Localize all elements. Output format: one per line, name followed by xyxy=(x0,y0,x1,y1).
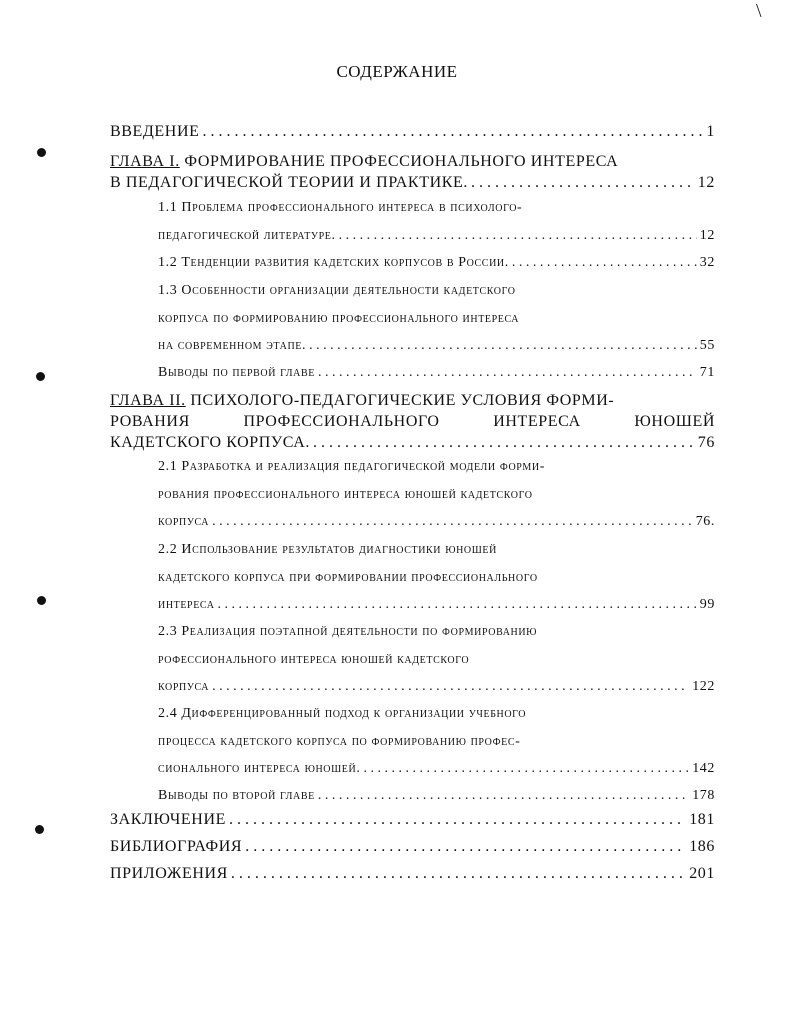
chapter-title-line: В ПЕДАГОГИЧЕСКОЙ ТЕОРИИ И ПРАКТИКЕ. xyxy=(110,174,468,191)
section-title-line: корпуса по формированию профессионального интереса xyxy=(158,310,520,326)
toc-page-number: 99 xyxy=(699,597,715,612)
toc-entry-intro[interactable] xyxy=(110,123,715,141)
toc-section-2-2[interactable] xyxy=(158,536,715,619)
toc-page-number: 12 xyxy=(697,174,715,191)
section-title-line: педагогической литературе. xyxy=(158,227,336,243)
toc-summary-2[interactable] xyxy=(158,782,715,810)
punch-hole-mark xyxy=(36,372,45,381)
section-title-line: процесса кадетского корпуса по формированию профес- xyxy=(158,733,521,749)
chapter-title-line: КАДЕТСКОГО КОРПУСА. xyxy=(110,434,311,451)
section-title-line: 2.3 Реализация поэтапной деятельности по формированию xyxy=(158,624,538,639)
toc-page-number: 32 xyxy=(699,255,715,270)
toc-section-1-3[interactable] xyxy=(158,277,715,360)
toc-chapter-1[interactable] xyxy=(110,151,715,193)
toc-page-number: 181 xyxy=(689,811,715,828)
section-title-line: 1.2 Тенденции развития кадетских корпусов в России. xyxy=(158,255,509,270)
toc-section-2-3[interactable] xyxy=(158,618,715,701)
toc-section-1-1[interactable] xyxy=(158,194,715,249)
dot-leader xyxy=(212,508,693,536)
dot-leader xyxy=(318,782,689,810)
toc-entry-label: ВВЕДЕНИЕ xyxy=(110,123,200,140)
toc-page-number: 122 xyxy=(692,679,715,694)
toc-section-1-2[interactable] xyxy=(158,249,715,277)
section-title-line: 1.1 Проблема профессионального интереса в психолого- xyxy=(158,200,523,215)
section-title-line: 1.3 Особенности организации деятельности кадетского xyxy=(158,283,516,298)
toc-page-number: 142 xyxy=(692,761,715,776)
dot-leader xyxy=(212,673,689,701)
dot-leader xyxy=(363,755,689,783)
toc-summary-1[interactable] xyxy=(158,359,715,387)
section-title-line: сионального интереса юношей. xyxy=(158,761,361,776)
toc-page-number: 12 xyxy=(699,227,715,243)
dot-leader xyxy=(339,222,697,250)
chapter-title-line: ПСИХОЛОГО-ПЕДАГОГИЧЕСКИЕ УСЛОВИЯ ФОРМИ- xyxy=(190,392,615,409)
toc-section-2-1[interactable] xyxy=(158,453,715,536)
chapter-title-line: РОВАНИЯ ПРОФЕССИОНАЛЬНОГО ИНТЕРЕСА ЮНОШЕЙ xyxy=(110,413,715,430)
section-title-line: рофессионального интереса юношей кадетского xyxy=(158,651,470,667)
punch-hole-mark xyxy=(37,596,46,605)
toc-page-number: 71 xyxy=(699,365,715,380)
scan-stroke-mark: \ xyxy=(756,0,762,22)
toc-entry-label: ЗАКЛЮЧЕНИЕ xyxy=(110,811,226,828)
section-title-line: корпуса xyxy=(158,679,210,694)
toc-entry-label: ПРИЛОЖЕНИЯ xyxy=(110,865,228,882)
section-title-line: 2.2 Использование результатов диагностики юношей xyxy=(158,542,497,557)
section-title-line: на современном этапе. xyxy=(158,338,307,353)
dot-leader xyxy=(203,123,704,141)
toc-entry-appendices[interactable] xyxy=(110,865,715,883)
section-title-line: Выводы по первой главе xyxy=(158,365,315,380)
toc-entry-conclusion[interactable] xyxy=(110,811,715,829)
chapter-title-line: ФОРМИРОВАНИЕ ПРОФЕССИОНАЛЬНОГО ИНТЕРЕСА xyxy=(184,153,619,170)
dot-leader xyxy=(313,432,695,453)
toc-chapter-2[interactable] xyxy=(110,390,715,453)
dot-leader xyxy=(229,811,686,829)
page-title: СОДЕРЖАНИЕ xyxy=(336,62,458,81)
section-title-line: кадетского корпуса при формировании профессионального xyxy=(158,569,538,585)
section-title-line: Выводы по второй главе xyxy=(158,788,315,803)
section-title-line: 2.4 Дифференцированный подход к организации учебного xyxy=(158,706,527,721)
punch-hole-mark xyxy=(35,825,44,834)
toc-page-number: 55 xyxy=(699,338,715,353)
dot-leader xyxy=(318,359,697,387)
toc-entry-label: БИБЛИОГРАФИЯ xyxy=(110,838,243,855)
dot-leader xyxy=(512,249,697,277)
toc-entry-bibliography[interactable] xyxy=(110,838,715,856)
toc-section-2-4[interactable] xyxy=(158,700,715,783)
toc-page-number: 178 xyxy=(692,788,715,803)
section-title-line: интереса xyxy=(158,597,215,612)
toc-page-number: 201 xyxy=(689,865,715,882)
toc-page-number: 76. xyxy=(695,514,715,529)
section-title-line: 2.1 Разработка и реализация педагогической модели форми- xyxy=(158,459,545,474)
dot-leader xyxy=(309,332,697,360)
dot-leader xyxy=(245,838,686,856)
section-title-line: корпуса xyxy=(158,514,210,529)
dot-leader xyxy=(471,172,695,193)
dot-leader xyxy=(231,865,686,883)
dot-leader xyxy=(218,591,697,619)
toc-page-number: 186 xyxy=(689,838,715,855)
toc-page-number: 1 xyxy=(706,123,715,140)
punch-hole-mark xyxy=(37,148,46,157)
chapter-number: ГЛАВА I. xyxy=(110,153,180,170)
chapter-number: ГЛАВА II. xyxy=(110,392,186,409)
toc-page-number: 76 xyxy=(697,434,715,451)
section-title-line: рования профессионального интереса юношей кадетского xyxy=(158,486,533,502)
